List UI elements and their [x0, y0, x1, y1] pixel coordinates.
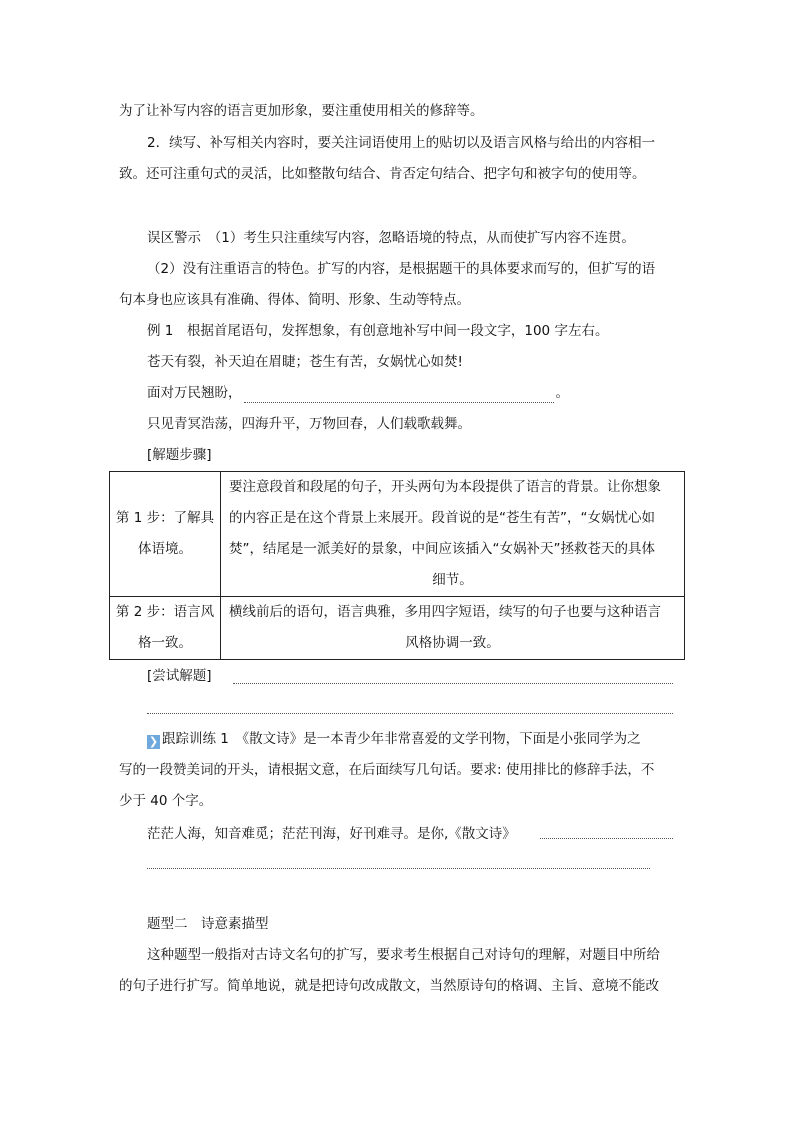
tracking-exercise-line-3: 少于 40 个字。: [119, 793, 213, 809]
try-heading: [尝试解题]: [147, 668, 212, 684]
step-text-line: 横线前后的语句，语言典雅，多用四字短语，续写的句子也要与这种语言: [229, 604, 661, 620]
mistake-warning: 误区警示 （1）考生只注重续写内容，忽略语境的特点，从而使扩写内容不连贯。: [147, 230, 635, 246]
example-1-ending: 只见青冥浩荡，四海升平，万物回春，人们载歌载舞。: [147, 416, 471, 432]
blank-prefix: 面对万民翘盼，: [147, 385, 242, 401]
paragraph-4-line-2: 句本身也应该具有准确、得体、简明、形象、生动等特点。: [119, 292, 470, 308]
step-label: [110, 597, 221, 660]
step-label: [110, 472, 221, 597]
step-text-line: 风格协调一致。: [405, 635, 500, 651]
step-text-line: 的内容正是在这个背景上来展开。段首说的是“苍生有苦”，“女娲忧心如: [229, 510, 655, 526]
step-text-line: 细节。: [432, 572, 473, 588]
steps-table: [109, 471, 685, 660]
step-label-line: 格一致。: [138, 635, 192, 651]
tracking-answer-line-2[interactable]: [147, 868, 650, 869]
arrow-right-icon: ❯: [148, 735, 159, 748]
step-content: [221, 597, 685, 660]
example-1-opening: 苍天有裂，补天迫在眉睫；苍生有苦，女娲忧心如焚!: [147, 354, 463, 370]
section-title-type-2: 题型二 诗意素描型: [147, 916, 269, 932]
table-row: [110, 597, 685, 660]
example-1-blank-line: [147, 383, 569, 403]
step-text-line: 要注意段首和段尾的句子，开头两句为本段提供了语言的背景。让你想象: [229, 479, 661, 495]
paragraph-2-line-1: 2．续写、补写相关内容时，要关注词语使用上的贴切以及语言风格与给出的内容相一: [147, 135, 656, 151]
step-label-line: 第 2 步：语言风: [115, 604, 215, 620]
paragraph-2-line-2: 致。还可注重句式的灵活，比如整散句结合、肯否定句结合、把字句和被字句的使用等。: [119, 166, 646, 182]
tracking-opening: 茫茫人海，知音难觅；茫茫刊海，好刊难寻。是你,《散文诗》: [147, 826, 516, 842]
paragraph-1: 为了让补写内容的语言更加形象，要注重使用相关的修辞等。: [119, 103, 484, 119]
try-answer-line-2[interactable]: [147, 713, 673, 714]
table-row: [110, 472, 685, 597]
step-label-line: 体语境。: [138, 541, 192, 557]
tracking-exercise-line-2: 写的一段赞美词的开头，请根据文意，在后面续写几句话。要求: 使用排比的修辞手法，不: [119, 762, 655, 778]
fill-in-blank[interactable]: [244, 390, 554, 403]
tracking-exercise-line-1: [147, 729, 641, 749]
blank-suffix: 。: [555, 385, 569, 401]
paragraph-4-line-1: （2）没有注重语言的特色。扩写的内容，是根据题干的具体要求而写的，但扩写的语: [147, 261, 656, 277]
step-label-line: 第 1 步：了解具: [115, 510, 215, 526]
example-1-prompt: 例 1 根据首尾语句，发挥想象，有创意地补写中间一段文字，100 字左右。: [147, 323, 609, 339]
steps-heading: [解题步骤]: [147, 447, 212, 463]
tracking-text: 跟踪训练 1 《散文诗》是一本青少年非常喜爱的文学刊物，下面是小张同学为之: [162, 731, 641, 747]
type-2-line-2: 的句子进行扩写。简单地说，就是把诗句改成散文，当然原诗句的格调、主旨、意境不能改: [119, 978, 659, 994]
step-content: [221, 472, 685, 597]
type-2-line-1: 这种题型一般指对古诗文名句的扩写，要求考生根据自己对诗句的理解，对题目中所给: [147, 947, 660, 963]
step-text-line: 焚”，结尾是一派美好的景象，中间应该插入“女娲补天”拯救苍天的具体: [229, 541, 655, 557]
tracking-answer-line-1[interactable]: [540, 838, 673, 839]
try-answer-line-1[interactable]: [233, 683, 673, 684]
